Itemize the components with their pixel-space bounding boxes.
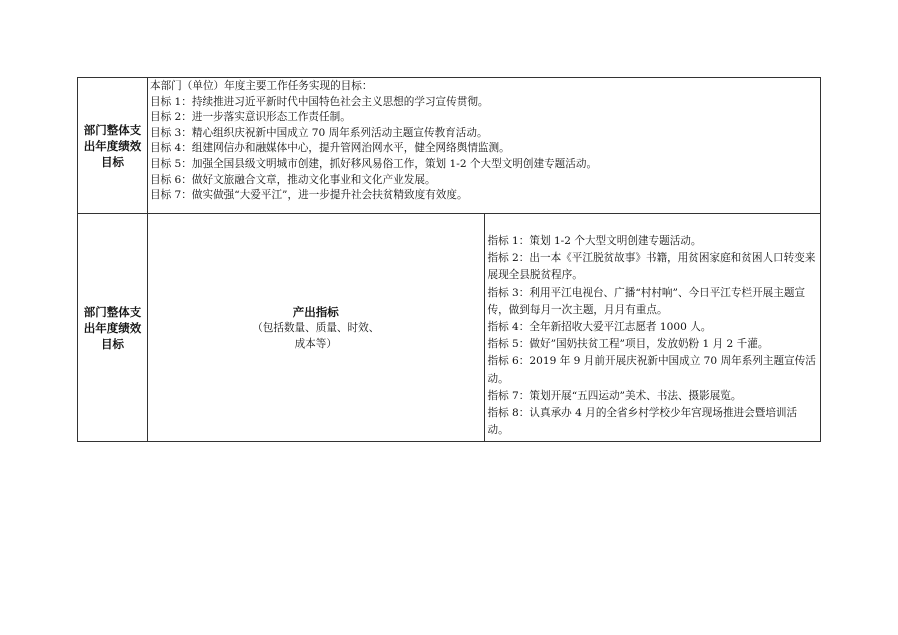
indicator-category-title: 产出指标 [292, 304, 339, 319]
indicator-item: 指标 2：出一本《平江脱贫故事》书籍，用贫困家庭和贫困人口转变来展现全县脱贫程序。 [487, 252, 816, 282]
goal-item: 目标 3：精心组织庆祝新中国成立 70 周年系列活动主题宣传教育活动。 [150, 126, 488, 139]
goal-item: 目标 6：做好文旅融合文章，推动文化事业和文化产业发展。 [150, 173, 436, 186]
row-header-annual-goals [78, 78, 148, 214]
goal-item: 目标 2：进一步落实意识形态工作责任制。 [150, 111, 351, 124]
goals-intro: 本部门（单位）年度主要工作任务实现的目标： [150, 80, 373, 92]
indicator-item: 指标 6：2019 年 9 月前开展庆祝新中国成立 70 周年系列主题宣传活动。 [487, 355, 816, 385]
indicator-item: 指标 4：全年新招收大爱平江志愿者 1000 人。 [487, 321, 712, 334]
goals-cell [148, 78, 821, 214]
goal-item: 目标 4：组建网信办和融媒体中心，提升管网治网水平，健全网络舆情监测。 [150, 142, 510, 155]
goal-item: 目标 5：加强全国县级文明城市创建，抓好移风易俗工作，策划 1-2 个大型文明创建专题活动。 [150, 157, 598, 170]
goal-item: 目标 7：做实做强“大爱平江”，进一步提升社会扶贫精致度有效度。 [150, 189, 468, 202]
row-header-line: 目标 [101, 154, 124, 169]
goal-item: 目标 1：持续推进习近平新时代中国特色社会主义思想的学习宣传贯彻。 [150, 95, 489, 108]
indicator-item: 指标 5：做好”国奶扶贫工程”项目，发放奶粉 1 月 2 千灌。 [487, 338, 769, 351]
performance-goals-table [77, 77, 821, 442]
row-header-line: 部门整体支 [83, 304, 142, 319]
indicator-item: 指标 1：策划 1-2 个大型文明创建专题活动。 [487, 235, 702, 247]
indicator-category-note: （包括数量、质量、时效、 [252, 321, 380, 334]
indicator-item: 指标 3：利用平江电视台、广播“村村响”、今日平江专栏开展主题宣传，做到每月一次主题，月月有重点。 [487, 286, 806, 316]
indicator-item: 指标 8：认真承办 4 月的全省乡村学校少年宫现场推进会暨培训活动。 [487, 407, 798, 437]
indicator-category-note: 成本等） [294, 337, 337, 350]
annual-goals-row [78, 78, 821, 214]
output-indicators-row [78, 214, 821, 442]
indicators-cell [484, 214, 821, 442]
indicator-category-cell [148, 214, 485, 442]
row-header-line: 部门整体支 [83, 122, 142, 137]
row-header-line: 出年度绩效 [83, 320, 142, 335]
indicator-item: 指标 7：策划开展“五四运动”美术、书法、摄影展览。 [487, 389, 742, 402]
row-header-output-goals [78, 214, 148, 442]
row-header-line: 目标 [101, 336, 124, 351]
row-header-line: 出年度绩效 [83, 138, 142, 153]
